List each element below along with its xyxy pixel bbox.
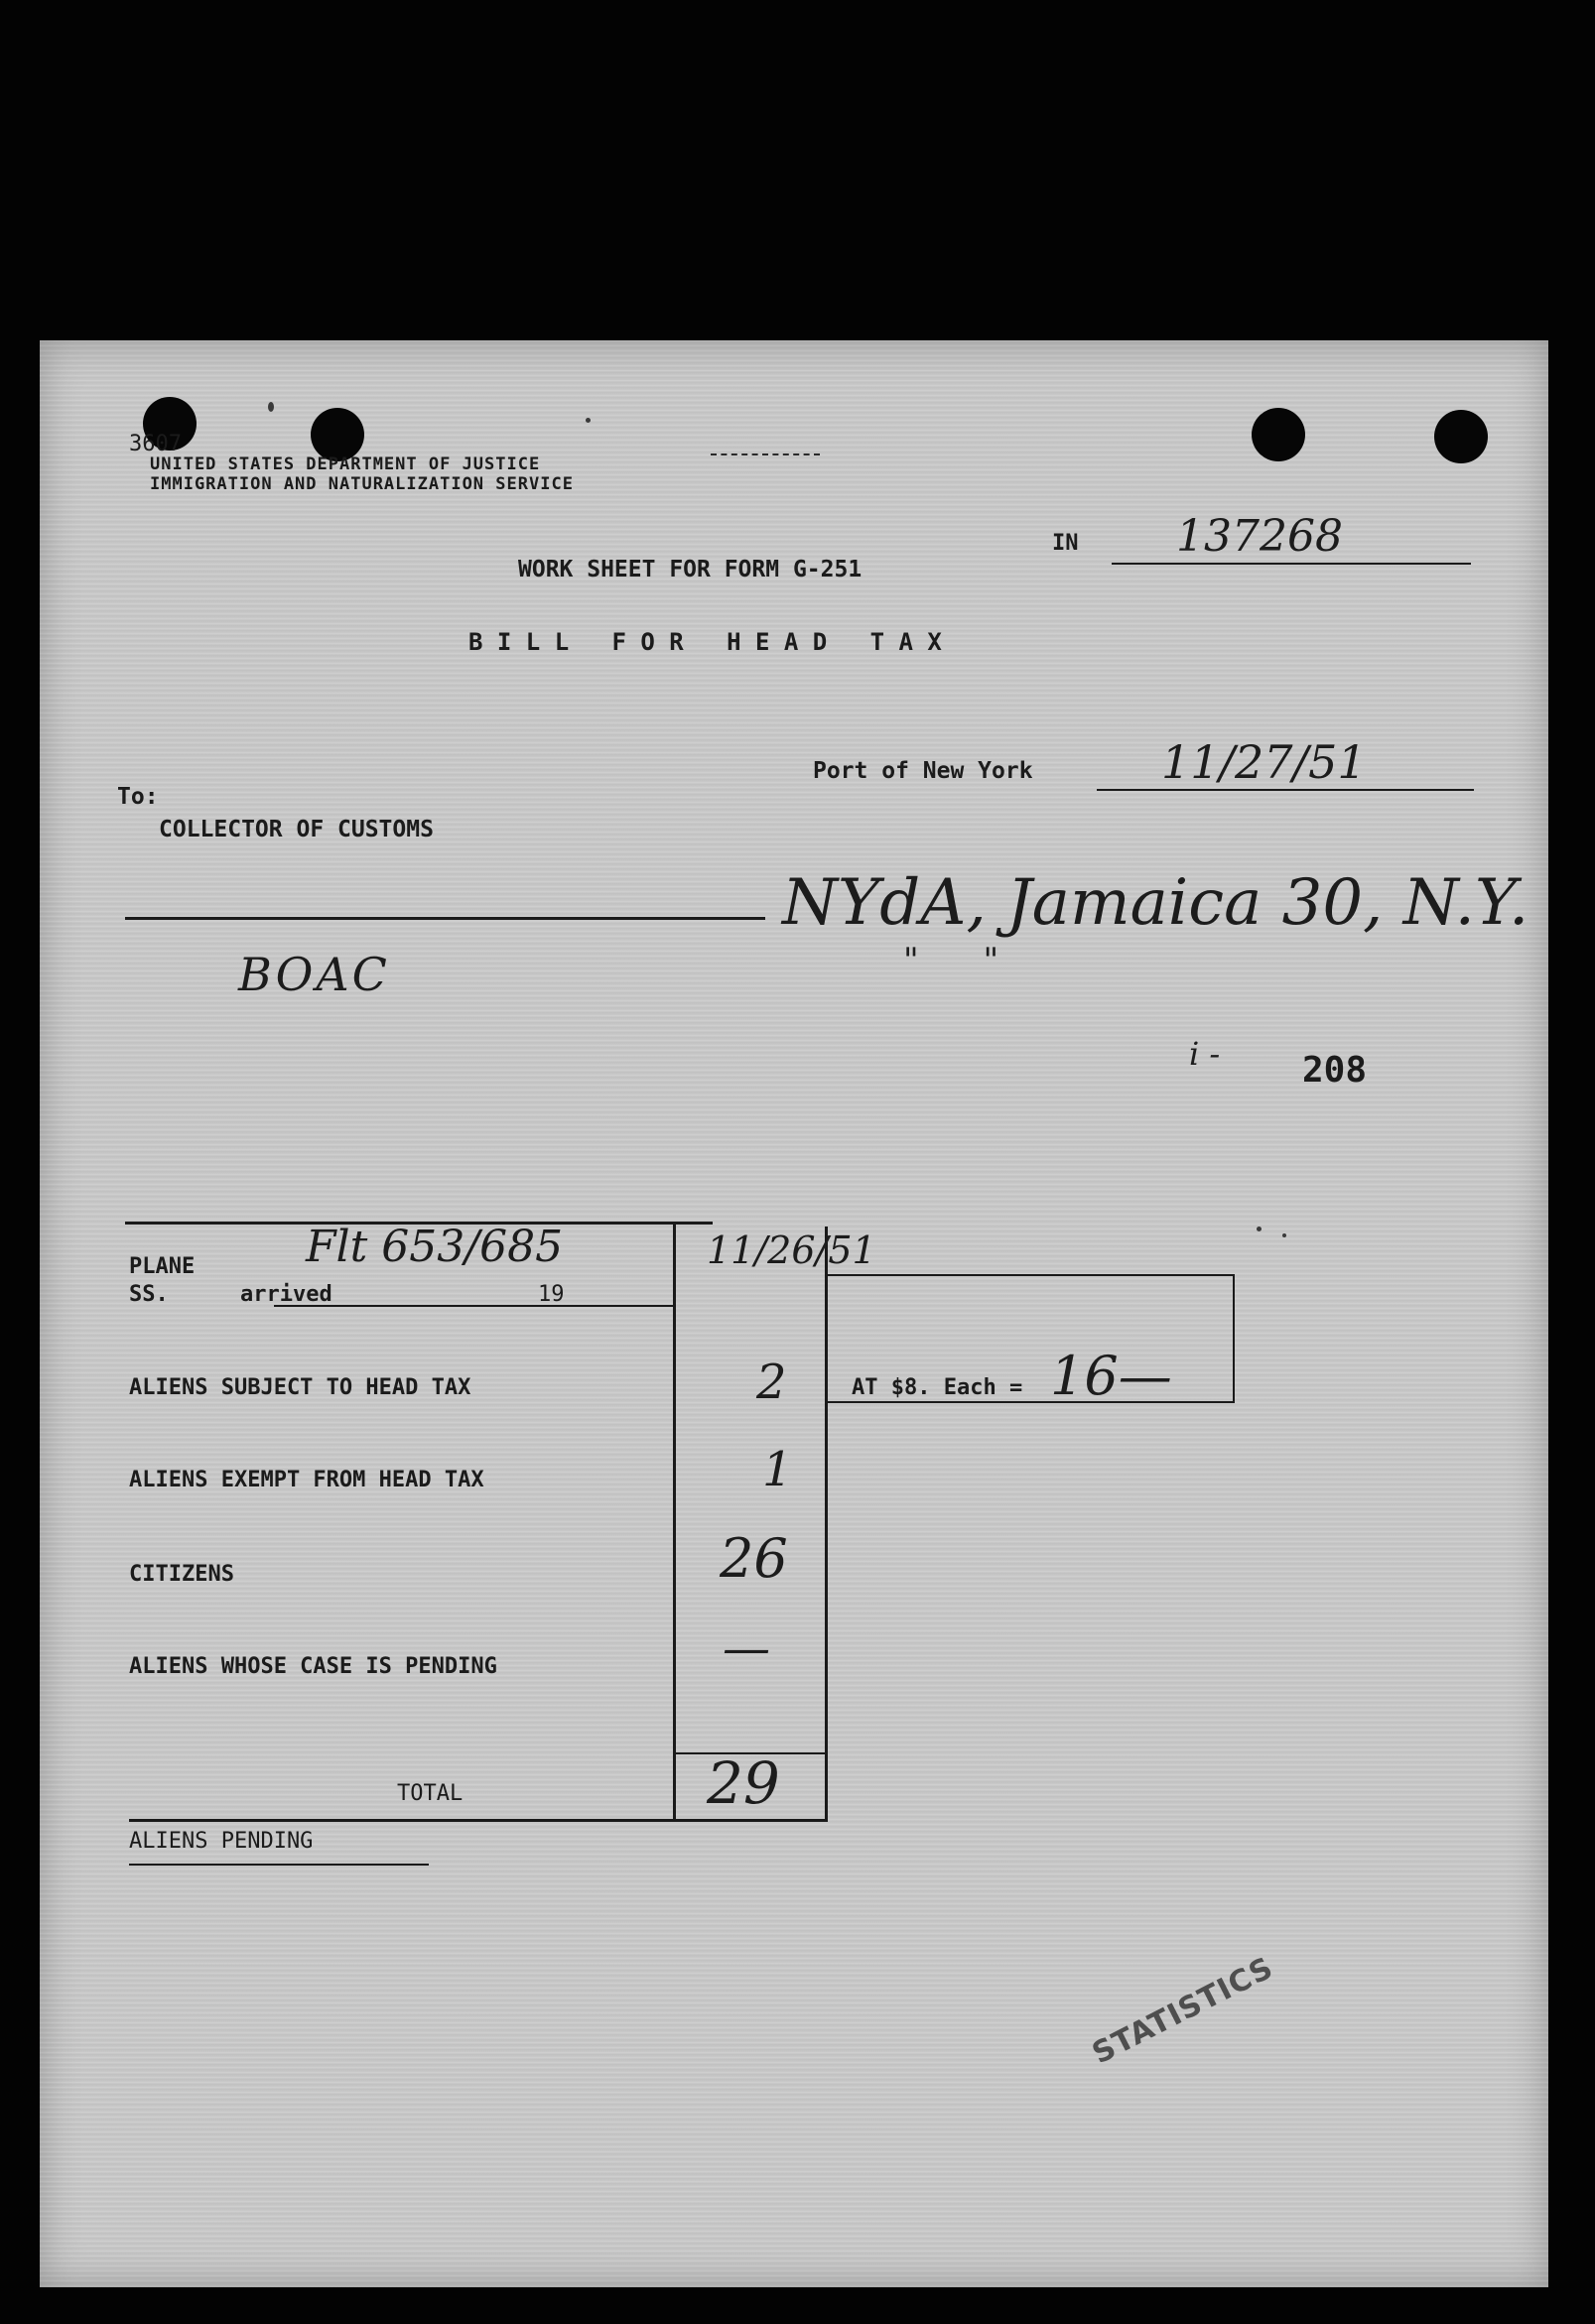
in-number: 137268 xyxy=(1176,511,1343,562)
port-label: Port of New York xyxy=(813,758,1033,784)
ink-speck xyxy=(1257,1227,1262,1231)
port-date-underline xyxy=(1097,789,1474,791)
punch-hole-2 xyxy=(311,408,364,461)
ref-number: 208 xyxy=(1302,1050,1368,1091)
ref-prefix: i - xyxy=(1189,1035,1221,1073)
ink-speck xyxy=(268,402,274,412)
arrival-date: 11/26/51 xyxy=(707,1228,876,1272)
plane-label: PLANE xyxy=(129,1254,196,1279)
pending-underline xyxy=(129,1864,429,1866)
year-prefix: 19 xyxy=(538,1282,565,1307)
rate-box-bottom xyxy=(828,1401,1235,1403)
document-page xyxy=(40,340,1548,2287)
total-label: TOTAL xyxy=(397,1781,464,1806)
form-number: 3607 xyxy=(129,432,182,456)
form-subtitle: B I L L F O R H E A D T A X xyxy=(468,628,942,656)
punch-hole-4 xyxy=(1434,410,1488,463)
arrival-underline xyxy=(274,1305,673,1307)
decorative-dash xyxy=(711,453,820,455)
row-label-exempt: ALIENS EXEMPT FROM HEAD TAX xyxy=(129,1468,484,1492)
count-column-right xyxy=(825,1227,828,1822)
port-date: 11/27/51 xyxy=(1161,735,1367,789)
row-label-pending: ALIENS WHOSE CASE IS PENDING xyxy=(129,1654,497,1679)
rate-box-top xyxy=(828,1274,1235,1276)
rate-label: AT $8. Each = xyxy=(852,1375,1023,1400)
in-label: IN xyxy=(1052,531,1079,556)
rate-box-right xyxy=(1233,1274,1235,1403)
row-label-citizens: CITIZENS xyxy=(129,1562,234,1587)
in-number-underline xyxy=(1112,563,1471,565)
row-count-citizens: 26 xyxy=(720,1527,788,1590)
agency-line-1: UNITED STATES DEPARTMENT OF JUSTICE xyxy=(150,454,541,474)
row-count-subject: 2 xyxy=(756,1355,787,1410)
carrier-name: BOAC xyxy=(238,948,390,1001)
row-count-exempt: 1 xyxy=(762,1442,793,1497)
ink-speck xyxy=(1282,1233,1286,1237)
ss-label: SS. xyxy=(129,1282,169,1307)
total-value: 29 xyxy=(707,1749,780,1817)
collector-of-customs: COLLECTOR OF CUSTOMS xyxy=(159,817,434,842)
row-count-pending: — xyxy=(723,1620,770,1676)
flight-number: Flt 653/685 xyxy=(306,1222,564,1272)
punch-hole-3 xyxy=(1252,408,1305,461)
to-label: To: xyxy=(117,784,159,810)
form-title: WORK SHEET FOR FORM G-251 xyxy=(518,557,863,582)
ditto-marks: " " xyxy=(903,941,999,980)
statistics-stamp: STATISTICS xyxy=(1086,1950,1279,2072)
arrived-label: arrived xyxy=(240,1282,332,1307)
airport-address: NYdA, Jamaica 30, N.Y. xyxy=(782,866,1529,940)
agency-line-2: IMMIGRATION AND NATURALIZATION SERVICE xyxy=(150,474,574,494)
count-column-left xyxy=(673,1222,676,1821)
row-label-subject: ALIENS SUBJECT TO HEAD TAX xyxy=(129,1375,471,1400)
addressee-underline xyxy=(125,917,765,920)
aliens-pending-label: ALIENS PENDING xyxy=(129,1829,314,1854)
total-bottom-rule xyxy=(129,1819,825,1822)
rate-amount: 16— xyxy=(1050,1345,1172,1407)
ink-speck xyxy=(586,418,591,423)
